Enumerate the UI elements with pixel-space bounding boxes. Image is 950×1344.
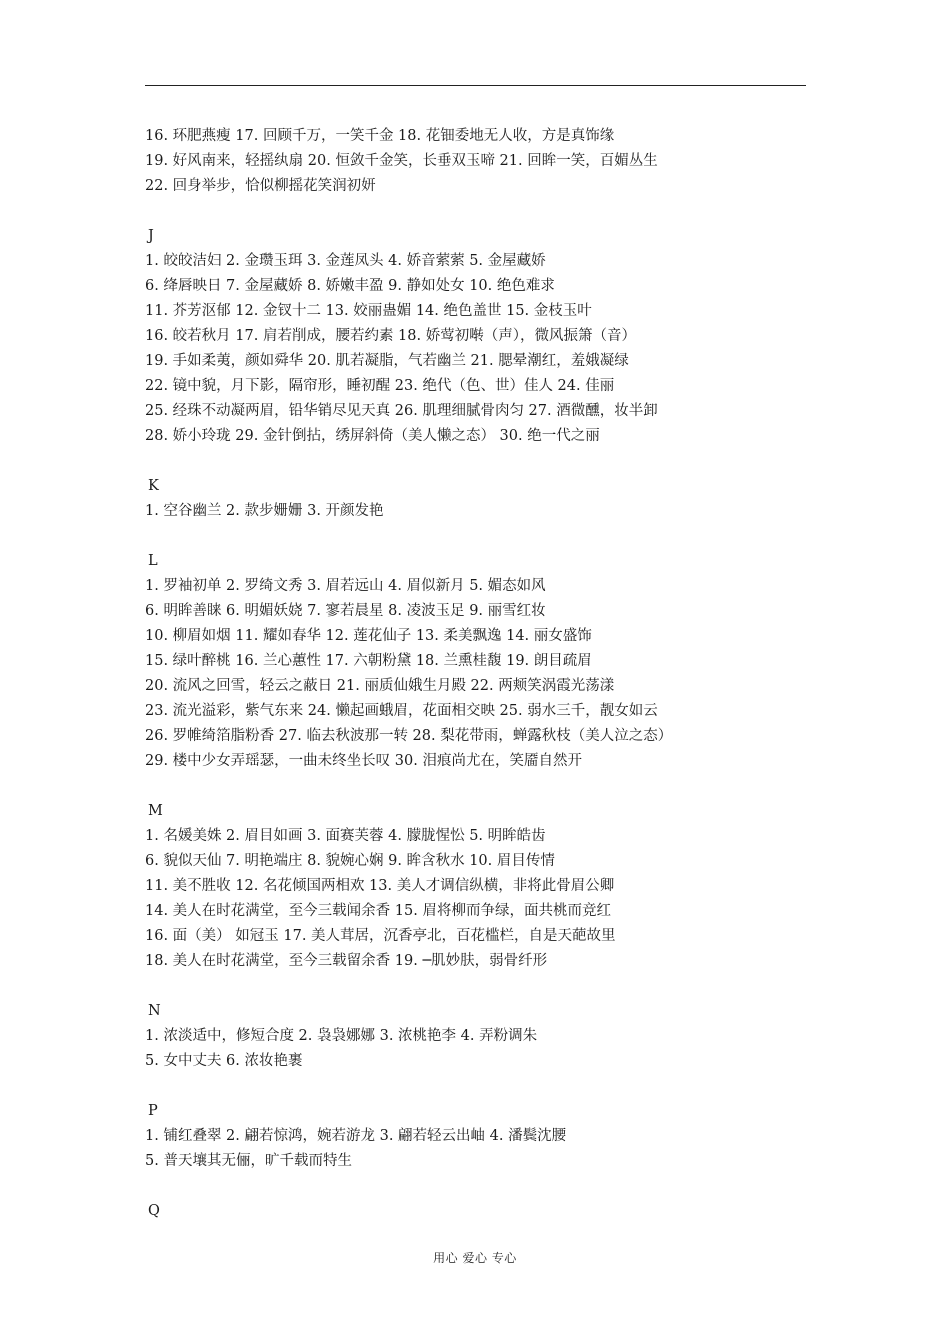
idiom-line: 1. 浓淡适中，修短合度 2. 袅袅娜娜 3. 浓桃艳李 4. 弄粉调朱: [145, 1028, 538, 1044]
section-gap: [145, 974, 825, 999]
section-j: [145, 199, 825, 449]
idiom-line: 1. 罗袖初单 2. 罗绮文秀 3. 眉若远山 4. 眉似新月 5. 媚态如风: [145, 578, 546, 594]
section-letter: M: [148, 803, 163, 819]
idiom-line: 6. 明眸善睐 6. 明媚妖娆 7. 寥若晨星 8. 凌波玉足 9. 丽雪红妆: [145, 603, 546, 619]
idiom-line: 23. 流光溢彩，紫气东来 24. 懒起画蛾眉，花面相交映 25. 弱水三千，靓女如云: [145, 703, 658, 719]
section-letter: P: [148, 1103, 158, 1119]
section-i_cont: [145, 124, 825, 199]
section-m: [145, 774, 825, 974]
idiom-line: 10. 柳眉如烟 11. 耀如春华 12. 莲花仙子 13. 柔美飘逸 14. 丽女盛饰: [145, 628, 592, 644]
idiom-line: 16. 皎若秋月 17. 肩若削成，腰若约素 18. 娇莺初啭（声），微风振箫（音）: [145, 328, 636, 344]
section-gap: [145, 449, 825, 474]
section-letter: N: [148, 1003, 161, 1019]
document-body: [145, 124, 825, 1224]
idiom-line: 22. 镜中貌，月下影，隔帘形，睡初醒 23. 绝代（色、世）佳人 24. 佳丽: [145, 378, 615, 394]
idiom-line: 6. 绛唇映日 7. 金屋藏娇 8. 娇嫩丰盈 9. 静如处女 10. 绝色难求: [145, 278, 555, 294]
idiom-line: 20. 流风之回雪，轻云之蔽日 21. 丽质仙娥生月殿 22. 两颊笑涡霞光荡漾: [145, 678, 615, 694]
section-k: [145, 449, 825, 524]
idiom-line: 1. 铺红叠翠 2. 翩若惊鸿，婉若游龙 3. 翩若轻云出岫 4. 潘鬓沈腰: [145, 1128, 567, 1144]
idiom-line: 19. 手如柔荑，颜如舜华 20. 肌若凝脂，气若幽兰 21. 腮晕潮红，羞娥凝绿: [145, 353, 629, 369]
idiom-line: 11. 美不胜收 12. 名花倾国两相欢 13. 美人才调信纵横，非将此骨眉公卿: [145, 878, 615, 894]
idiom-line: 11. 芥芳沤郁 12. 金钗十二 13. 姣丽蛊媚 14. 绝色盖世 15. 金枝玉叶: [145, 303, 592, 319]
section-n: [145, 974, 825, 1074]
section-letter: K: [148, 478, 159, 494]
idiom-line: 1. 空谷幽兰 2. 款步姗姗 3. 开颜发艳: [145, 503, 384, 519]
idiom-line: 14. 美人在时花满堂，至今三载闻余香 15. 眉将柳而争绿，面共桃而竞红: [145, 903, 611, 919]
section-letter: J: [148, 228, 154, 244]
idiom-line: 29. 楼中少女弄瑶瑟，一曲未终坐长叹 30. 泪痕尚尤在，笑靥自然开: [145, 753, 582, 769]
idiom-line: 15. 绿叶醉桃 16. 兰心蕙性 17. 六朝粉黛 18. 兰熏桂馥 19. 朗目疏眉: [145, 653, 592, 669]
section-q: [145, 1174, 825, 1224]
idiom-line: 6. 貌似天仙 7. 明艳端庄 8. 貌婉心娴 9. 眸含秋水 10. 眉目传情: [145, 853, 555, 869]
idiom-line: 5. 女中丈夫 6. 浓妆艳裹: [145, 1053, 303, 1069]
idiom-line: 18. 美人在时花满堂，至今三载留余香 19. ─肌妙肤，弱骨纤形: [145, 953, 548, 969]
idiom-line: 22. 回身举步，恰似柳摇花笑润初妍: [145, 178, 376, 194]
idiom-line: 16. 面（美） 如冠玉 17. 美人茸居，沉香亭北，百花槛栏，自是天葩故里: [145, 928, 616, 944]
section-letter: Q: [148, 1203, 160, 1219]
section-gap: [145, 774, 825, 799]
section-gap: [145, 1074, 825, 1099]
section-letter: L: [148, 553, 158, 569]
idiom-line: 26. 罗帷绮箔脂粉香 27. 临去秋波那一转 28. 梨花带雨，蝉露秋枝（美人泣之态）: [145, 728, 673, 744]
idiom-line: 5. 普天壤其无俪，旷千载而特生: [145, 1153, 352, 1169]
idiom-line: 1. 名媛美姝 2. 眉目如画 3. 面赛芙蓉 4. 朦胧惺忪 5. 明眸皓齿: [145, 828, 546, 844]
idiom-line: 25. 经珠不动凝两眉，铅华销尽见天真 26. 肌理细腻骨肉匀 27. 酒微醺，妆半卸: [145, 403, 658, 419]
section-p: [145, 1074, 825, 1174]
idiom-line: 19. 好风南来，轻摇纨扇 20. 恒敛千金笑，长垂双玉啼 21. 回眸一笑，百媚丛生: [145, 153, 658, 169]
idiom-line: 28. 娇小玲珑 29. 金针倒拈，绣屏斜倚（美人懒之态） 30. 绝一代之丽: [145, 428, 600, 444]
section-gap: [145, 199, 825, 224]
section-gap: [145, 524, 825, 549]
idiom-line: 16. 环肥燕瘦 17. 回顾千万，一笑千金 18. 花钿委地无人收，方是真饰缘: [145, 128, 615, 144]
section-l: [145, 524, 825, 774]
header-rule: [145, 85, 806, 86]
page-footer: 用心 爱心 专心: [433, 1251, 517, 1265]
idiom-line: 1. 皎皎洁妇 2. 金瓒玉珥 3. 金莲凤头 4. 娇音萦萦 5. 金屋藏娇: [145, 253, 546, 269]
section-gap: [145, 1174, 825, 1199]
